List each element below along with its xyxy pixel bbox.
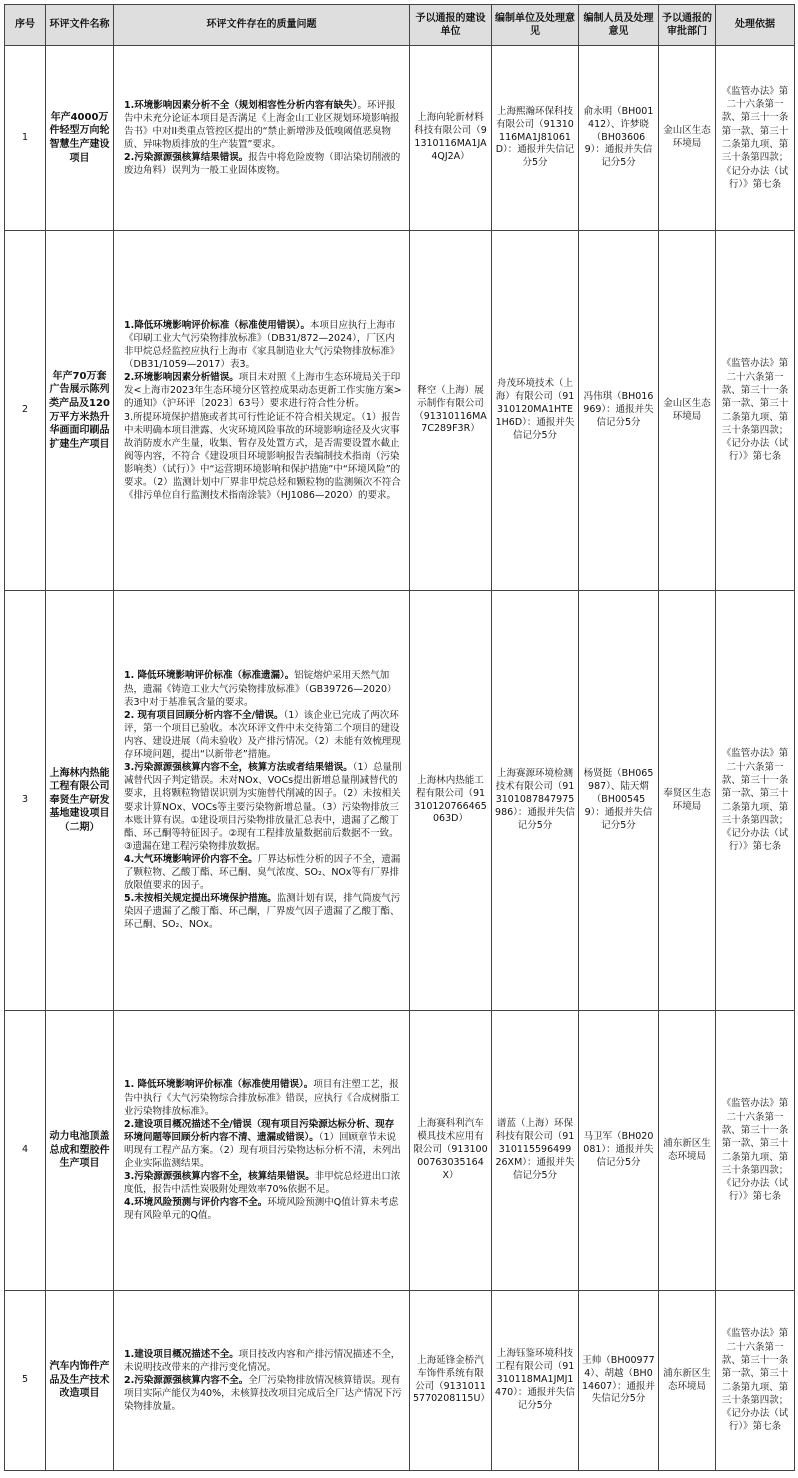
quality-issues <box>114 591 410 1011</box>
issue-text: （1）总量削减替代因子判定错误。未对NOx、VOCs提出新增总量削减替代的要求，且将颗粒物错误识别为实施替代削减的因子。（2）未按相关要求计算NOx、VOCs等主要污染物新增总量。（3）污染物排放三本账计算有误。①建设项目污染物排放量汇总表中，遗漏了乙酸丁酯、环己酮等特征因子。②现有工程排放量数据前后数据不一致。③遗漏在建工程污染物排放数据。 <box>124 762 402 852</box>
issue-item <box>124 669 403 708</box>
construction-unit: 释空（上海）展示制作有限公司（91310116MA7C289F3R） <box>410 231 492 591</box>
issue-item <box>124 1170 403 1196</box>
issue-text: 铝锭熔炉采用天然气加热，遗漏《铸造工业大气污染物排放标准》（GB39726—2020）表3中对于基准氧含量的要求。 <box>124 670 397 708</box>
issue-title: 3.污染源源强核算内容不全，核算方法或者结果错误。 <box>124 762 353 774</box>
compiling-staff: 杨贤挺（BH065987）、陆天煟（BH005459）：通报并失信记分5分 <box>579 591 659 1011</box>
issue-title: 4.环境风险预测与评价内容不全。 <box>124 1197 268 1209</box>
construction-unit: 上海赛科利汽车模具技术应用有限公司（91310000763035164X） <box>410 1011 492 1291</box>
header-cell-unit: 予以通报的建设单位 <box>410 5 492 46</box>
header-cell-basis: 处理依据 <box>716 5 795 46</box>
compiling-org: 上海赛源环境检测技术有限公司（913101087847975986）：通报并失信记分5分 <box>492 591 579 1011</box>
compiling-staff: 马卫军（BH020081）：通报并失信记分5分 <box>579 1011 659 1291</box>
issue-item <box>124 99 403 151</box>
legal-basis: 《监管办法》第二十六条第一款、第三十一条第一款、第三十二条第九项、第三十条第四款；《记分办法（试行）》第七条 <box>716 1011 795 1291</box>
legal-basis: 《监管办法》第二十六条第一款、第三十一条第一款、第三十二条第九项、第三十条第四款；《记分办法（试行）》第七条 <box>716 231 795 591</box>
issue-item <box>124 853 403 892</box>
compiling-org: 谱蓝（上海）环保科技有限公司（91310115596499 26XM）：通报并失信记分5分 <box>492 1011 579 1291</box>
legal-basis: 《监管办法》第二十六条第一款、第三十一条第一款、第三十二条第九项、第三十条第四款；《记分办法（试行）》第七条 <box>716 46 795 231</box>
issue-title: 1.建设项目概况描述不全。 <box>124 1348 239 1360</box>
header-cell-org: 编制单位及处理意见 <box>492 5 579 46</box>
issue-text: （1）该企业已完成了两次环评，第一个项目已验收。本次环评文件中未交待第二个项目的建设内容、建设进展（尚未验收）及产排污情况。（2）未能有效梳理现存环境问题，提出“以新带老”措施。 <box>124 709 401 761</box>
issue-title: 2.污染源源强核算结果错误。 <box>124 152 249 164</box>
issue-text: 报告中将危险废物（即沾染切削液的废边角料）误判为一般工业固体废物。 <box>124 152 401 177</box>
row-number: 4 <box>5 1011 46 1291</box>
issue-item <box>124 892 403 931</box>
issue-title: 1.降低环境影响评价标准（标准使用错误）。 <box>124 319 310 331</box>
construction-unit: 上海延锋金桥汽车饰件系统有限公司（91310115770208115U） <box>410 1291 492 1471</box>
issue-text: 本项目应执行上海市《印刷工业大气污染物排放标准》（DB31/872—2024），厂区内非甲烷总烃监控应执行上海市《家具制造业大气污染物排放标准》（DB31/1059—2017）表3。 <box>124 319 400 371</box>
legal-basis: 《监管办法》第二十六条第一款、第三十一条第一款、第三十二条第九项、第三十条第四款；《记分办法（试行）》第七条 <box>716 591 795 1011</box>
issue-title: 2.建设项目概况描述不全/错误（现有项目污染源达标分析、现存环境问题等回顾分析内容不清、遗漏或错误）。 <box>124 1118 395 1143</box>
approval-dept: 奉贤区生态环境局 <box>659 591 716 1011</box>
issue-text: 项目未对照《上海市生态环境局关于印发<上海市2023年生态环境分区管控成果动态更新工作实施方案>的通知》（沪环评〔2023〕63号）要求进行符合性分析。 <box>124 372 402 410</box>
header-row <box>5 5 795 46</box>
row-number: 5 <box>5 1291 46 1471</box>
issue-text: 全厂污染物排放情况核算错误。现有项目实际产能仅为40%，未核算技改项目完成后全厂达产情况下污染物排放量。 <box>124 1374 402 1413</box>
issue-text: 项目技改内容和产排污情况描述不全，未说明技改带来的产排污变化情况。 <box>124 1348 401 1373</box>
project-name: 动力电池顶盖总成和塑胶件生产项目 <box>46 1011 114 1291</box>
approval-dept: 浦东新区生态环境局 <box>659 1011 716 1291</box>
table-row <box>5 1291 795 1471</box>
issue-item <box>124 1078 403 1117</box>
legal-basis: 《监管办法》第二十六条第一款、第三十一条第一款、第三十二条第九项、第三十条第四款；《记分办法（试行）》第七条 <box>716 1291 795 1471</box>
construction-unit: 上海向轮新材料科技有限公司（91310116MA1JA4QJ2A） <box>410 46 492 231</box>
issue-item <box>124 319 403 371</box>
issue-item <box>124 709 403 761</box>
issue-item <box>124 151 403 177</box>
project-name: 年产70万套广告展示陈列类产品及120万平方米热升华画面印刷品扩建生产项目 <box>46 231 114 591</box>
issue-title: 1. 降低环境影响评价标准（标准遗漏）。 <box>124 670 295 682</box>
approval-dept: 金山区生态环境局 <box>659 46 716 231</box>
compiling-staff: 王帅（BH009774）、胡越（BH014607）：通报并失信记分5分 <box>579 1291 659 1471</box>
header-cell-issues: 环评文件存在的质量问题 <box>114 5 410 46</box>
issue-title: 1. 降低环境影响评价标准（标准使用错误）。 <box>124 1079 314 1091</box>
issue-item <box>124 1118 403 1170</box>
issue-item <box>124 1196 403 1222</box>
quality-issues <box>114 1291 410 1471</box>
project-name: 上海林内热能工程有限公司奉贤生产研发基地建设项目（二期） <box>46 591 114 1011</box>
issue-title: 2. 现有项目回顾分析内容不全/错误。 <box>124 709 284 721</box>
issue-item <box>124 411 403 503</box>
quality-issues <box>114 46 410 231</box>
header-cell-staff: 编制人员及处理意见 <box>579 5 659 46</box>
issue-title: 4.大气环境影响评价内容不全。 <box>124 853 258 865</box>
project-name: 年产4000万件轻型万向轮智慧生产建设项目 <box>46 46 114 231</box>
project-name: 汽车内饰件产品及生产技术改造项目 <box>46 1291 114 1471</box>
quality-issues <box>114 231 410 591</box>
issue-title: 2.污染源源强核算内容不全。 <box>124 1374 249 1386</box>
issue-item <box>124 761 403 853</box>
quality-issues <box>114 1011 410 1291</box>
row-number: 1 <box>5 46 46 231</box>
compiling-staff: 冯伟琪（BH016969）：通报并失信记分5分 <box>579 231 659 591</box>
approval-dept: 浦东新区生态环境局 <box>659 1291 716 1471</box>
table-row <box>5 231 795 591</box>
row-number: 2 <box>5 231 46 591</box>
issue-title: 2.环境影响因素分析错误。 <box>124 372 239 384</box>
issue-text: 厂界达标性分析的因子不全，遗漏了颗粒物、乙酸丁酯、环己酮、臭气浓度、SO₂、NOx等有厂界排放限值要求的因子。 <box>124 853 401 892</box>
row-number: 3 <box>5 591 46 1011</box>
issue-text: 。环评报告中未充分论证本项目是否满足《上海金山工业区规划环境影响报告书》中对II类重点管控区提出的“禁止新增涉及低嗅阈值恶臭物质、异味物质排放的生产装置”要求。 <box>124 99 400 150</box>
issue-text: （1）回顾章节未说明现有工程产品方案。（2）现有项目污染物达标分析不清，未列出企业实际监测结果。 <box>124 1131 401 1170</box>
approval-dept: 金山区生态环境局 <box>659 231 716 591</box>
issue-text: 3.所提环境保护措施或者其可行性论证不符合相关规定。（1）报告中未明确本项目泄露、火灾环境风险事故的环境影响途径及火灾事故消防废水产生量，收集、暂存及处置方式，是否需要设置水截止阀等内容，不符合《建设项目环境影响报告表编制技术指南（污染影响类）（试行）》中“运营期环境影响和保护措施”中“环境风险”的要求。（2）监测计划中厂界非甲烷总烃和颗粒物的监测频次不符合《排污单位自行监测技术指南涂装》（HJ1086—2020）的要求。 <box>124 411 401 502</box>
compiling-staff: 俞永明（BH001412）、许梦晓（BH036069）：通报并失信记分5分 <box>579 46 659 231</box>
table-row <box>5 1011 795 1291</box>
issue-text: 非甲烷总烃进出口浓度低，报告中活性炭吸附处理效率70%依据不足。 <box>124 1171 401 1196</box>
issue-text: 环境风险预测中Q值计算未考虑现有风险单元的Q值。 <box>124 1197 399 1222</box>
issue-text: 项目有注塑工艺，报告中执行《大气污染物综合排放标准》错误，应执行《合成树脂工业污染物排放标准》。 <box>124 1079 400 1117</box>
issue-item <box>124 371 403 410</box>
issue-title: 5.未按相关规定提出环境保护措施。 <box>124 893 277 905</box>
table-row <box>5 591 795 1011</box>
issue-text: 监测计划有误，排气筒废气污染因子遗漏了乙酸丁酯、环己酮，厂界废气因子遗漏了乙酸丁酯、环己酮、SO₂、NOx。 <box>124 893 401 931</box>
issue-title: 3.污染源源强核算内容不全，核算结果错误。 <box>124 1171 315 1183</box>
header-cell-no: 序号 <box>5 5 46 46</box>
table-row <box>5 46 795 231</box>
notice-table <box>4 4 795 1471</box>
issue-title: 1.环境影响因素分析不全（规划相容性分析内容有缺失） <box>124 99 358 111</box>
issue-item <box>124 1374 403 1413</box>
compiling-org: 上海熙瀚环保科技有限公司（91310116MA1J81061D）：通报并失信记分5分 <box>492 46 579 231</box>
issue-item <box>124 1348 403 1374</box>
header-cell-dept: 予以通报的审批部门 <box>659 5 716 46</box>
compiling-org: 上海钰鉴环境科技工程有限公司（91310118MA1JMJ1470）：通报并失信记分5分 <box>492 1291 579 1471</box>
construction-unit: 上海林内热能工程有限公司（91310120766465063D） <box>410 591 492 1011</box>
header-cell-project: 环评文件名称 <box>46 5 114 46</box>
compiling-org: 舟茂环境技术（上海）有限公司（91310120MA1HTE1H6D）：通报并失信记分5分 <box>492 231 579 591</box>
